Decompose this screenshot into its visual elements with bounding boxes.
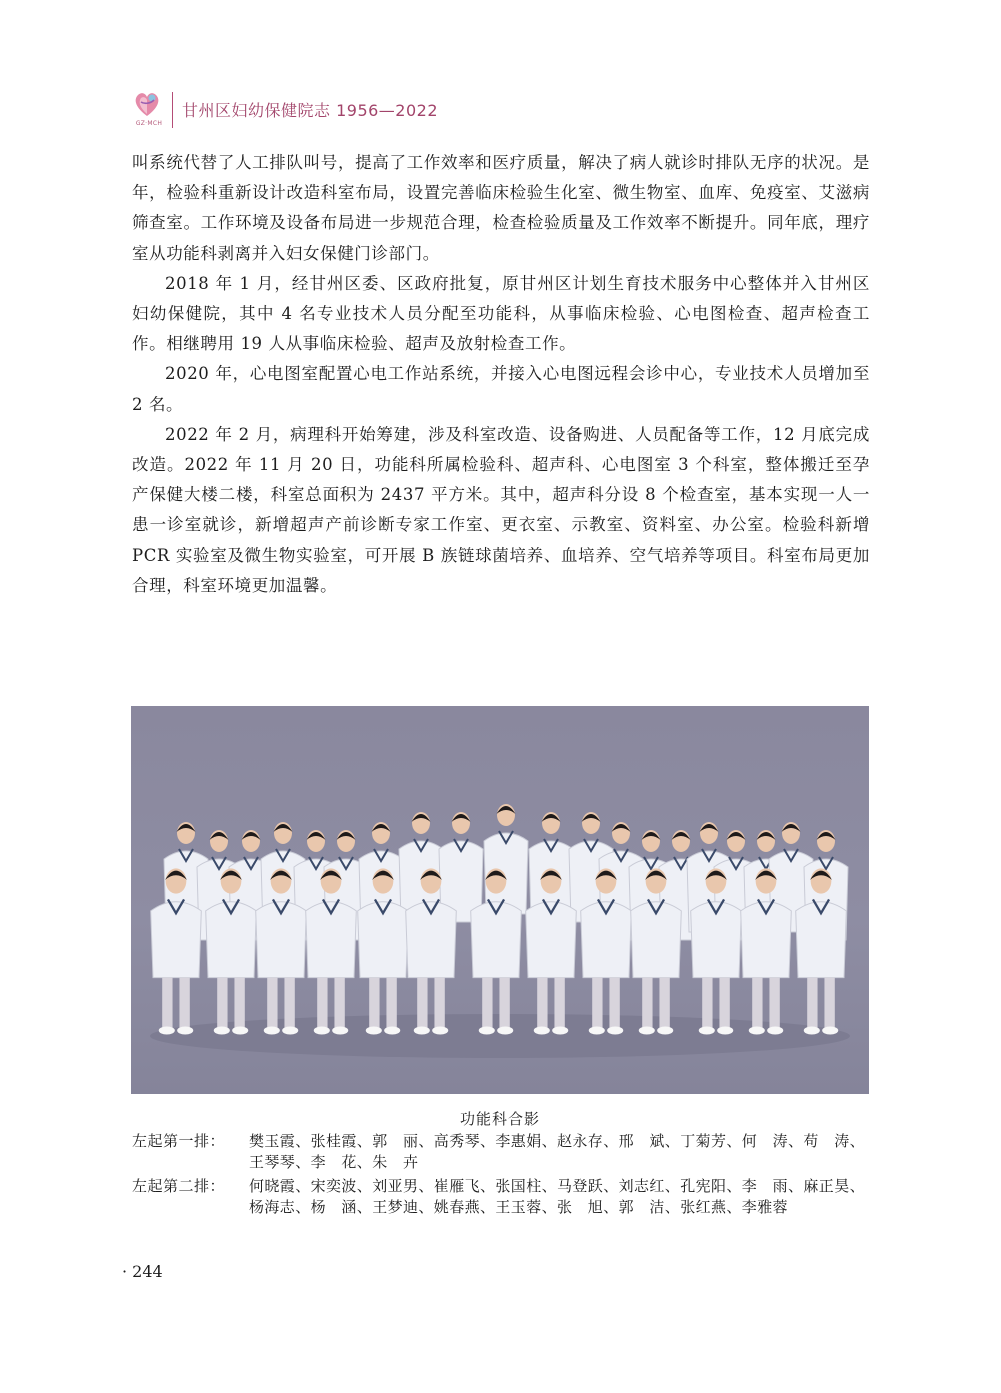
person-leg-right-27: [554, 978, 564, 1030]
person-shoe-left-23: [314, 1026, 330, 1034]
person-leg-right-24: [386, 978, 396, 1030]
person-shoe-left-25: [414, 1026, 430, 1034]
person-leg-right-20: [179, 978, 189, 1030]
person-leg-left-30: [702, 978, 712, 1030]
person-leg-left-27: [537, 978, 547, 1030]
person-shoe-left-27: [534, 1026, 550, 1034]
page-header: [132, 88, 872, 134]
person-shoe-right-26: [497, 1026, 513, 1034]
person-shoe-right-28: [607, 1026, 623, 1034]
caption-row-1-names: 樊玉霞、张桂霞、郭 丽、高秀琴、李惠娟、赵永存、邢 斌、丁菊芳、何 涛、苟 涛、王琴琴、李 花、朱 卉: [249, 1132, 866, 1171]
header-title: 甘州区妇幼保健院志 1956—2022: [182, 101, 439, 120]
person-shoe-right-30: [717, 1026, 733, 1034]
person-leg-right-21: [234, 978, 244, 1030]
person-shoe-right-23: [332, 1026, 348, 1034]
person-shoe-left-32: [804, 1026, 820, 1034]
group-photo-illustration: [131, 706, 869, 1094]
person-leg-right-28: [609, 978, 619, 1030]
body-text: [132, 148, 870, 601]
logo-text: GZ·MCH: [135, 120, 163, 127]
person-leg-left-21: [217, 978, 227, 1030]
person-shoe-left-22: [264, 1026, 280, 1034]
person-shoe-right-25: [432, 1026, 448, 1034]
person-leg-left-31: [752, 978, 762, 1030]
person-shoe-right-20: [177, 1026, 193, 1034]
page-number: · 244: [122, 1262, 163, 1281]
paragraph-3: 2020 年，心电图室配置心电工作站系统，并接入心电图远程会诊中心，专业技术人员增加至 2 名。: [132, 364, 870, 414]
person-shoe-left-21: [214, 1026, 230, 1034]
person-leg-right-32: [824, 978, 834, 1030]
person-leg-right-25: [434, 978, 444, 1030]
person-shoe-left-20: [159, 1026, 175, 1034]
person-leg-left-29: [642, 978, 652, 1030]
person-shoe-right-27: [552, 1026, 568, 1034]
person-shoe-right-31: [767, 1026, 783, 1034]
person-leg-left-22: [267, 978, 277, 1030]
person-leg-left-26: [482, 978, 492, 1030]
person-leg-right-26: [499, 978, 509, 1030]
caption-row-2-label: 左起第二排：: [132, 1177, 226, 1195]
person-shoe-left-31: [749, 1026, 765, 1034]
person-leg-left-32: [807, 978, 817, 1030]
header-divider: [172, 92, 173, 128]
person-shoe-left-24: [366, 1026, 382, 1034]
person-leg-right-31: [769, 978, 779, 1030]
person-leg-left-23: [317, 978, 327, 1030]
paragraph-1: 叫系统代替了人工排队叫号，提高了工作效率和医疗质量，解决了病人就诊时排队无序的状况。是年，检验科重新设计改造科室布局，设置完善临床检验生化室、微生物室、血库、免疫室、艾滋病筛查室。工作环境及设备布局进一步规范合理，检查检验质量及工作效率不断提升。同年底，理疗室从功能科剥离并入妇女保健门诊部门。: [132, 153, 870, 263]
group-photo: [131, 706, 869, 1094]
person-leg-right-29: [659, 978, 669, 1030]
caption-row-2-names: 何晓霞、宋奕波、刘亚男、崔雁飞、张国柱、马登跃、刘志红、孔宪阳、李 雨、麻正昊、杨海志、杨 涵、王梦迪、姚春燕、王玉蓉、张 旭、郭 洁、张红燕、李雅蓉: [249, 1177, 866, 1216]
person-shoe-right-29: [657, 1026, 673, 1034]
person-leg-right-22: [284, 978, 294, 1030]
person-leg-left-28: [592, 978, 602, 1030]
person-shoe-left-28: [589, 1026, 605, 1034]
person-leg-right-30: [719, 978, 729, 1030]
person-shoe-left-26: [479, 1026, 495, 1034]
person-shoe-left-29: [639, 1026, 655, 1034]
person-leg-left-24: [369, 978, 379, 1030]
paragraph-4: 2022 年 2 月，病理科开始筹建，涉及科室改造、设备购进、人员配备等工作，12 月底完成改造。2022 年 11 月 20 日，功能科所属检验科、超声科、心电图室 3 个科室，整体搬迁至孕产保健大楼二楼，科室总面积为 2437 平方米。其中，超声科分设 8 个检查室，基本实现一人一患一诊室就诊，新增超声产前诊断专家工作室、更衣室、示教室、资料室、办公室。检验科新增 PCR 实验室及微生物实验室，可开展 B 族链球菌培养、血培养、空气培养等项目。科室布局更加合理，科室环境更加温馨。: [132, 424, 870, 595]
person-leg-left-20: [162, 978, 172, 1030]
person-shoe-right-22: [282, 1026, 298, 1034]
paragraph-2: 2018 年 1 月，经甘州区委、区政府批复，原甘州区计划生育技术服务中心整体并入甘州区妇幼保健院，其中 4 名专业技术人员分配至功能科，从事临床检验、心电图检查、超声检查工作。相继聘用 19 人从事临床检验、超声及放射检查工作。: [132, 273, 870, 354]
caption-row-2: [132, 1176, 877, 1239]
caption-row-1-label: 左起第一排：: [132, 1132, 226, 1150]
person-shoe-right-21: [232, 1026, 248, 1034]
caption-row-1: [132, 1131, 877, 1173]
person-leg-right-23: [334, 978, 344, 1030]
person-shoe-left-30: [699, 1026, 715, 1034]
photo-caption-title: 功能科合影: [459, 1110, 540, 1128]
person-shoe-right-32: [822, 1026, 838, 1034]
person-shoe-right-24: [384, 1026, 400, 1034]
person-leg-left-25: [417, 978, 427, 1030]
